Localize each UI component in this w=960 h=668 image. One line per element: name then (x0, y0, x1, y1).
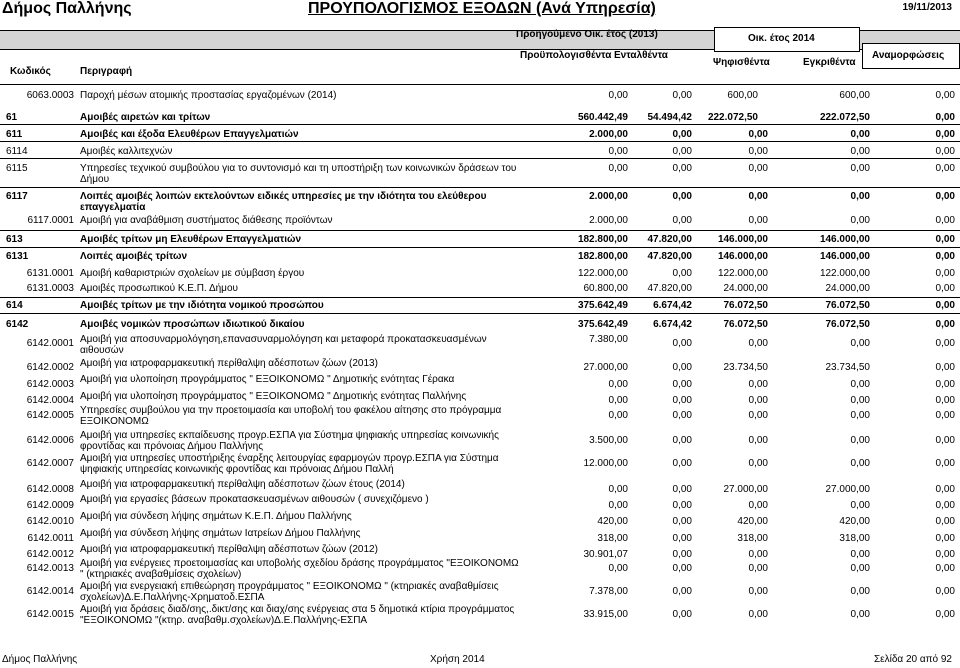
row-code: 6142.0001 (26, 338, 74, 349)
voted-value: 0,00 (748, 129, 768, 140)
adjustments-value: 0,00 (935, 268, 955, 279)
approved-value: 0,00 (850, 379, 870, 390)
row-description: Αμοιβή καθαριστριών σχολείων με σύμβαση έργου (80, 268, 305, 279)
adjustments-value: 0,00 (935, 516, 955, 527)
voted-value: 222.072,50 (707, 112, 758, 123)
adjustments-value: 0,00 (935, 609, 955, 620)
row-code: 6131 (6, 251, 29, 262)
row-code: 6142.0010 (26, 516, 74, 527)
row-description: Αμοιβές τρίτων μη Ελευθέρων Επαγγελματιών (80, 234, 302, 245)
authorized-value: 0,00 (672, 533, 692, 544)
row-code: 6142.0009 (26, 500, 74, 511)
footer-usage-year: Χρήση 2014 (430, 654, 485, 665)
authorized-value: 0,00 (672, 549, 692, 560)
voted-value: 0,00 (748, 435, 768, 446)
row-description: Αμοιβή για αποσυναρμολόγηση,επανασυναρμολόγηση και μεταφορά προκατασκευασμένων αιθουσών (80, 334, 487, 356)
adjustments-value: 0,00 (935, 458, 955, 469)
budgeted-value: 375.642,49 (577, 300, 628, 311)
budgeted-value: 30.901,07 (583, 549, 628, 560)
approved-value: 0,00 (850, 163, 870, 174)
voted-value: 420,00 (737, 516, 768, 527)
row-description: Αμοιβή για υπηρεσίες εκπαίδευσης προγρ.ΕΣΠΑ για Σύστημα ψηφιακής υπηρεσίας κοινωνικής φροντίδας και πρόνοιας Δήμου Παλλήνης (80, 430, 499, 452)
row-code: 6142 (6, 319, 29, 330)
authorized-value: 0,00 (672, 484, 692, 495)
row-description: Αμοιβές νομικών προσώπων ιδιωτικού δικαίου (80, 319, 305, 330)
approved-value: 318,00 (839, 533, 870, 544)
budgeted-value: 7.378,00 (589, 586, 628, 597)
voted-value: 0,00 (748, 609, 768, 620)
row-divider (0, 158, 960, 159)
approved-value: 0,00 (850, 146, 870, 157)
authorized-value: 6.674,42 (653, 319, 692, 330)
row-code: 6142.0008 (26, 484, 74, 495)
adjustments-column-header: Αναμορφώσεις (872, 50, 945, 61)
budgeted-value: 33.915,00 (583, 609, 628, 620)
voted-value: 23.734,50 (723, 362, 768, 373)
row-divider (0, 187, 960, 188)
voted-value: 146.000,00 (717, 251, 768, 262)
row-code: 6142.0006 (26, 435, 74, 446)
voted-value: 24.000,00 (723, 283, 768, 294)
approved-value: 0,00 (850, 410, 870, 421)
adjustments-value: 0,00 (935, 251, 955, 262)
budgeted-value: 560.442,49 (577, 112, 628, 123)
adjustments-value: 0,00 (935, 586, 955, 597)
budgeted-column-header: Προϋπολογισθέντα (520, 50, 612, 61)
voted-value: 0,00 (748, 379, 768, 390)
approved-value: 0,00 (850, 549, 870, 560)
row-divider (0, 313, 960, 314)
row-code: 61 (6, 112, 18, 123)
approved-value: 0,00 (850, 215, 870, 226)
row-description: Αμοιβή για ενέργειες προετοιμασίας και υποβολής σχεδίου δράσης προγράμματος "ΕΞΟΙΚΟΝΟΜΩ " (κτηριακές αναβαθμίσεις σχολείων) (80, 558, 519, 580)
adjustments-value: 0,00 (935, 395, 955, 406)
adjustments-value: 0,00 (935, 90, 955, 101)
approved-value: 222.072,50 (819, 112, 870, 123)
voted-value: 122.000,00 (717, 268, 768, 279)
prev-year-header: Προηγούμενο Οικ. έτος (2013) (516, 29, 658, 40)
approved-value: 146.000,00 (819, 234, 870, 245)
authorized-value: 0,00 (672, 191, 692, 202)
row-description: Αμοιβή για υπηρεσίες υποστήριξης έναρξης λειτουργίας εφαρμογών προγρ.ΕΣΠΑ για Σύστημα ψηφιακής υπηρεσίας κοινωνικής φροντίδας και πρόνοιας Δήμου Παλλή (80, 453, 499, 475)
voted-value: 0,00 (748, 563, 768, 574)
approved-value: 0,00 (850, 586, 870, 597)
budgeted-value: 0,00 (608, 163, 628, 174)
approved-value: 0,00 (850, 609, 870, 620)
row-description: Αμοιβές αιρετών και τρίτων (80, 112, 211, 123)
row-code: 6142.0007 (26, 458, 74, 469)
row-code: 6142.0004 (26, 395, 74, 406)
description-column-header: Περιγραφή (80, 66, 133, 77)
adjustments-value: 0,00 (935, 319, 955, 330)
voted-value: 0,00 (748, 395, 768, 406)
row-description: Αμοιβή για σύνδεση λήψης σημάτων Ιατρείων Δήμου Παλλήνης (80, 528, 361, 539)
row-code: 6131.0003 (26, 283, 74, 294)
authorized-value: 0,00 (672, 379, 692, 390)
budgeted-value: 375.642,49 (577, 319, 628, 330)
row-description: Αμοιβές και έξοδα Ελευθέρων Επαγγελματιών (80, 129, 299, 140)
adjustments-value: 0,00 (935, 163, 955, 174)
voted-value: 600,00 (727, 90, 758, 101)
code-column-header: Κωδικός (10, 66, 51, 77)
adjustments-value: 0,00 (935, 362, 955, 373)
row-divider (0, 124, 960, 125)
budgeted-value: 182.800,00 (577, 251, 628, 262)
budgeted-value: 0,00 (608, 500, 628, 511)
authorized-value: 47.820,00 (647, 283, 692, 294)
row-code: 6142.0005 (26, 410, 74, 421)
budgeted-value: 0,00 (608, 379, 628, 390)
row-description: Λοιπές αμοιβές λοιπών εκτελούντων ειδικές υπηρεσίες με την ιδιότητα του ελεύθερου επαγγελματία (80, 191, 487, 213)
voted-value: 0,00 (748, 458, 768, 469)
row-description: Υπηρεσίες συμβούλου για την προετοιμασία και υποβολή του φακέλου αίτησης στο πρόγραμμα ΕΞΟΙΚΟΝΟΜΩ (80, 405, 502, 427)
authorized-value: 54.494,42 (647, 112, 692, 123)
approved-value: 0,00 (850, 458, 870, 469)
adjustments-value: 0,00 (935, 379, 955, 390)
budgeted-value: 420,00 (597, 516, 628, 527)
report-title: ΠΡΟΥΠΟΛΟΓΙΣΜΟΣ ΕΞΟΔΩΝ (Ανά Υπηρεσία) (308, 0, 656, 17)
voted-value: 0,00 (748, 163, 768, 174)
budgeted-value: 2.000,00 (589, 191, 628, 202)
authorized-value: 0,00 (672, 410, 692, 421)
authorized-column-header: Ενταλθέντα (614, 50, 668, 61)
authorized-value: 0,00 (672, 338, 692, 349)
row-description: Αμοιβή για υλοποίηση προγράμματος " ΕΞΟΙΚΟΝΟΜΩ " Δημοτικής ενότητας Γέρακα (80, 374, 455, 385)
authorized-value: 0,00 (672, 500, 692, 511)
row-description: Αμοιβή για εργασίες βάσεων προκατασκευασμένων αιθουσών ( συνεχιζόμενο ) (80, 494, 429, 505)
budgeted-value: 0,00 (608, 410, 628, 421)
row-code: 6115 (6, 163, 28, 174)
row-description: Αμοιβές καλλιτεχνών (80, 146, 173, 157)
row-code: 6142.0013 (26, 563, 74, 574)
row-code: 6131.0001 (26, 268, 74, 279)
budgeted-value: 7.380,00 (589, 334, 628, 345)
adjustments-value: 0,00 (935, 283, 955, 294)
adjustments-value: 0,00 (935, 549, 955, 560)
authorized-value: 0,00 (672, 586, 692, 597)
row-description: Αμοιβή για υλοποίηση προγράμματος " ΕΞΟΙΚΟΝΟΜΩ " Δημοτικής ενότητας Παλλήνης (80, 391, 467, 402)
adjustments-value: 0,00 (935, 129, 955, 140)
voted-column-header: Ψηφισθέντα (713, 57, 770, 68)
organization-name: Δήμος Παλλήνης (2, 0, 132, 17)
report-date: 19/11/2013 (902, 2, 952, 13)
approved-value: 0,00 (850, 395, 870, 406)
row-description: Αμοιβή για ιατροφαρμακευτική περίθαλψη αδέσποτων ζώων (2012) (80, 544, 378, 555)
approved-value: 420,00 (839, 516, 870, 527)
authorized-value: 6.674,42 (653, 300, 692, 311)
row-code: 6142.0002 (26, 362, 74, 373)
row-description: Αμοιβή για ενεργειακή επιθεώρηση προγράμματος " ΕΞΟΙΚΟΝΟΜΩ " (κτηριακές αναβαθμίσεις σχολείων)Δ.Ε.Παλλήνης-Χρηματοδ.ΕΣΠΑ (80, 581, 499, 603)
voted-value: 0,00 (748, 500, 768, 511)
budgeted-value: 2.000,00 (589, 215, 628, 226)
approved-value: 0,00 (850, 563, 870, 574)
budgeted-value: 0,00 (608, 90, 628, 101)
row-code: 613 (6, 234, 23, 245)
authorized-value: 0,00 (672, 395, 692, 406)
row-description: Αμοιβή για σύνδεση λήψης σημάτων Κ.Ε.Π. Δήμου Παλλήνης (80, 511, 352, 522)
row-description: Αμοιβή για ιατροφαρμακευτική περίθαλψη αδέσποτων ζώων (2013) (80, 358, 378, 369)
row-code: 6142.0014 (26, 586, 74, 597)
approved-value: 0,00 (850, 338, 870, 349)
approved-value: 146.000,00 (819, 251, 870, 262)
approved-value: 24.000,00 (825, 283, 870, 294)
adjustments-value: 0,00 (935, 146, 955, 157)
voted-value: 146.000,00 (717, 234, 768, 245)
budgeted-value: 0,00 (608, 146, 628, 157)
row-code: 614 (6, 300, 23, 311)
authorized-value: 0,00 (672, 609, 692, 620)
row-code: 6117 (6, 191, 28, 202)
authorized-value: 0,00 (672, 146, 692, 157)
budgeted-value: 12.000,00 (583, 458, 628, 469)
row-description: Υπηρεσίες τεχνικού συμβούλου για το συντονισμό και τη υποστήριξη των κοινωνικών δράσεων του Δήμου (80, 163, 517, 185)
row-code: 6142.0003 (26, 379, 74, 390)
approved-value: 0,00 (850, 129, 870, 140)
adjustments-value: 0,00 (935, 435, 955, 446)
adjustments-value: 0,00 (935, 112, 955, 123)
budgeted-value: 182.800,00 (577, 234, 628, 245)
adjustments-value: 0,00 (935, 338, 955, 349)
voted-value: 0,00 (748, 338, 768, 349)
adjustments-value: 0,00 (935, 234, 955, 245)
voted-value: 0,00 (748, 586, 768, 597)
authorized-value: 0,00 (672, 163, 692, 174)
row-divider (0, 297, 960, 298)
row-divider (0, 141, 960, 142)
budgeted-value: 2.000,00 (589, 129, 628, 140)
row-divider (0, 247, 960, 248)
approved-value: 27.000,00 (825, 484, 870, 495)
row-divider (0, 230, 960, 231)
authorized-value: 47.820,00 (647, 251, 692, 262)
budgeted-value: 60.800,00 (583, 283, 628, 294)
approved-column-header: Εγκριθέντα (803, 57, 856, 68)
voted-value: 76.072,50 (723, 319, 768, 330)
footer-organization: Δήμος Παλλήνης (2, 654, 78, 665)
adjustments-value: 0,00 (935, 300, 955, 311)
row-description: Αμοιβή για αναβάθμιση συστήματος διάθεσης προϊόντων (80, 215, 333, 226)
approved-value: 600,00 (839, 90, 870, 101)
voted-value: 0,00 (748, 410, 768, 421)
adjustments-value: 0,00 (935, 410, 955, 421)
row-description: Αμοιβές προσωπικού Κ.Ε.Π. Δήμου (80, 283, 238, 294)
row-code: 6063.0003 (26, 90, 74, 101)
adjustments-value: 0,00 (935, 563, 955, 574)
budgeted-value: 0,00 (608, 563, 628, 574)
authorized-value: 47.820,00 (647, 234, 692, 245)
row-code: 611 (6, 129, 23, 140)
authorized-value: 0,00 (672, 129, 692, 140)
row-code: 6142.0015 (26, 609, 74, 620)
authorized-value: 0,00 (672, 563, 692, 574)
adjustments-value: 0,00 (935, 215, 955, 226)
budgeted-value: 0,00 (608, 395, 628, 406)
row-description: Λοιπές αμοιβές τρίτων (80, 251, 188, 262)
approved-value: 0,00 (850, 500, 870, 511)
voted-value: 0,00 (748, 146, 768, 157)
voted-value: 27.000,00 (723, 484, 768, 495)
budgeted-value: 318,00 (597, 533, 628, 544)
budgeted-value: 0,00 (608, 484, 628, 495)
year-header: Οικ. έτος 2014 (748, 33, 815, 44)
authorized-value: 0,00 (672, 458, 692, 469)
authorized-value: 0,00 (672, 90, 692, 101)
adjustments-value: 0,00 (935, 500, 955, 511)
row-code: 6117.0001 (27, 215, 74, 226)
adjustments-value: 0,00 (935, 191, 955, 202)
approved-value: 76.072,50 (825, 319, 870, 330)
footer-page-number: Σελίδα 20 από 92 (873, 654, 952, 665)
approved-value: 76.072,50 (825, 300, 870, 311)
voted-value: 0,00 (748, 549, 768, 560)
voted-value: 318,00 (737, 533, 768, 544)
approved-value: 122.000,00 (819, 268, 870, 279)
row-description: Αμοιβές τρίτων με την ιδιότητα νομικού προσώπου (80, 300, 324, 311)
header-divider (0, 84, 960, 85)
adjustments-value: 0,00 (935, 533, 955, 544)
row-description: Αμοιβή για ιατροφαρμακευτική περίθαλψη αδέσποτων ζώων έτους (2014) (80, 479, 405, 490)
budgeted-value: 27.000,00 (583, 362, 628, 373)
budgeted-value: 3.500,00 (589, 435, 628, 446)
row-code: 6142.0012 (26, 549, 74, 560)
adjustments-value: 0,00 (935, 484, 955, 495)
approved-value: 0,00 (850, 435, 870, 446)
authorized-value: 0,00 (672, 516, 692, 527)
row-code: 6142.0011 (27, 533, 74, 544)
authorized-value: 0,00 (672, 435, 692, 446)
voted-value: 0,00 (748, 191, 768, 202)
approved-value: 23.734,50 (825, 362, 870, 373)
row-code: 6114 (6, 146, 28, 157)
row-description: Παροχή μέσων ατομικής προστασίας εργαζομένων (2014) (80, 90, 337, 101)
row-description: Αμοιβή για δράσεις διαδ/σης,.δικτ/σης και διαχ/σης ενέργειας στα 5 δημοτικά κτίρια προγράμματος "ΕΞΟΙΚΟΝΟΜΩ "(κτηρ. αναβαθμ.σχολείων)Δ.Ε.Παλλήνης-ΕΣΠΑ (80, 604, 515, 626)
authorized-value: 0,00 (672, 362, 692, 373)
authorized-value: 0,00 (672, 268, 692, 279)
voted-value: 76.072,50 (723, 300, 768, 311)
voted-value: 0,00 (748, 215, 768, 226)
approved-value: 0,00 (850, 191, 870, 202)
authorized-value: 0,00 (672, 215, 692, 226)
budgeted-value: 122.000,00 (577, 268, 628, 279)
